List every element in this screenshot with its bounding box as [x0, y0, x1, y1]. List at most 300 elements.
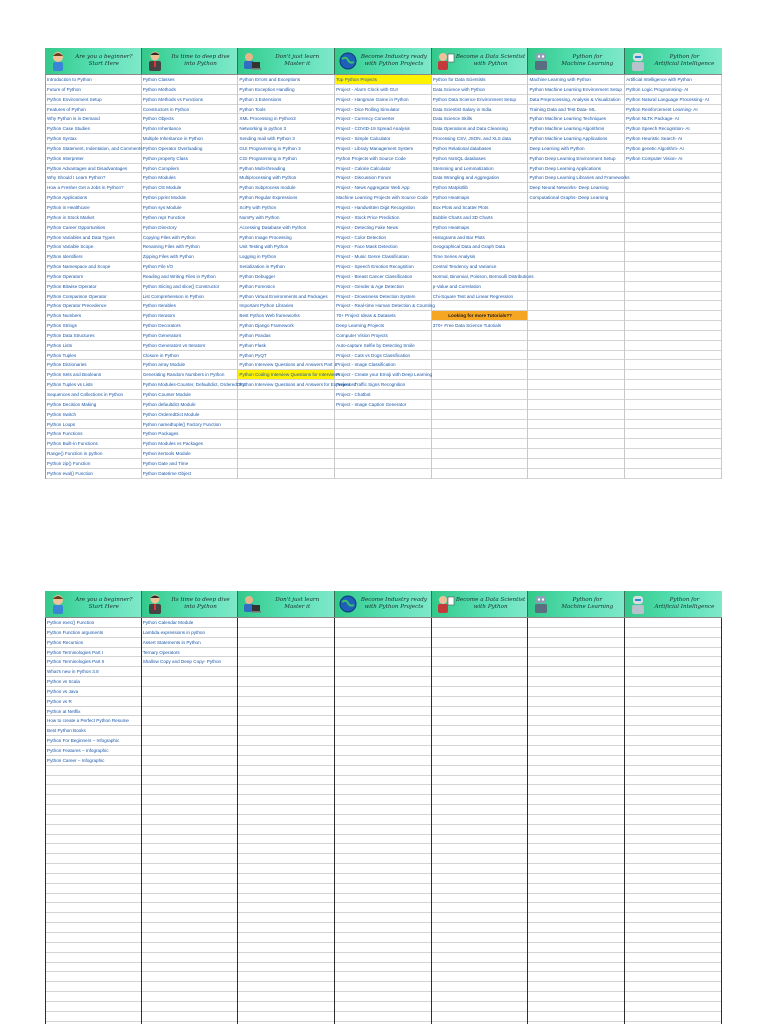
- table-cell-link[interactable]: Python Decision Making: [46, 400, 141, 410]
- table-cell-empty: [432, 628, 528, 638]
- table-cell-link[interactable]: Python Career Opportunities: [46, 223, 141, 233]
- table-cell-link[interactable]: What's new in Python 3.8: [46, 667, 141, 677]
- table-cell-empty: [625, 903, 721, 913]
- column-header-7: [625, 591, 722, 617]
- table-cell-link[interactable]: Project - Chatbot: [335, 390, 431, 400]
- table-cell-link[interactable]: Python Data Structures: [46, 331, 141, 341]
- table-cell-empty: [432, 351, 528, 361]
- table-cell-link[interactable]: Python Operator Precedence: [46, 301, 141, 311]
- table-cell-link[interactable]: Histograms and Bar Plots: [432, 233, 528, 243]
- table-cell-link[interactable]: Python Multi-threading: [238, 164, 334, 174]
- table-cell-link[interactable]: Project - Stock Price Prediction: [335, 213, 431, 223]
- table-cell-empty: [625, 677, 721, 687]
- table-cell-link[interactable]: How to create a Perfect Python Resume: [46, 716, 141, 726]
- table-cell-empty: [142, 746, 238, 756]
- table-cell-link[interactable]: Python For Beginners – Infographic: [46, 736, 141, 746]
- table-cell-link[interactable]: List Comprehension in Python: [142, 292, 238, 302]
- table-cell-link[interactable]: Project - Image Caption Generator: [335, 400, 431, 410]
- table-cell-link[interactable]: Networking in python 3: [238, 124, 334, 134]
- table-cell-link[interactable]: Sequences and Collections in Python: [46, 390, 141, 400]
- table-cell-link[interactable]: Python Tuples: [46, 351, 141, 361]
- table-cell-link[interactable]: Deep Learning Projects: [335, 321, 431, 331]
- table-cell-link[interactable]: Data Science with Python: [432, 85, 528, 95]
- table-cell-empty: [142, 726, 238, 736]
- table-cell-link[interactable]: Python Heuristic Search- AI: [625, 134, 721, 144]
- table-cell-link[interactable]: Python Applications: [46, 193, 141, 203]
- teacher-icon: [144, 592, 166, 616]
- table-cell-link[interactable]: Python File I/O: [142, 262, 238, 272]
- table-cell-empty: [142, 992, 238, 1002]
- table-cell-link[interactable]: Project - Traffic Signs Recognition: [335, 380, 431, 390]
- table-cell-link[interactable]: Python Namespace and Scope: [46, 262, 141, 272]
- table-cell-link[interactable]: Important Python Libraries: [238, 301, 334, 311]
- table-cell-link[interactable]: Python Numbers: [46, 311, 141, 321]
- table-cell-link[interactable]: Python Interpreter: [46, 154, 141, 164]
- table-cell-link[interactable]: Python namedtuple() Factory Function: [142, 420, 238, 430]
- table-cell-link[interactable]: Lambda expressions in python: [142, 628, 238, 638]
- table-cell-link[interactable]: 370+ Free Data Science Tutorials: [432, 321, 528, 331]
- table-cell-link[interactable]: Project - Cats vs Dogs Classification: [335, 351, 431, 361]
- table-cell-link[interactable]: Auto-capture Selfie by Detecting Smile: [335, 341, 431, 351]
- table-cell-link[interactable]: Python Modules: [142, 173, 238, 183]
- table-cell-link[interactable]: Python for Data Scientists: [432, 75, 528, 85]
- table-cell-link[interactable]: Python Exception Handling: [238, 85, 334, 95]
- column-header-1: [45, 48, 142, 74]
- table-cell-empty: [528, 785, 624, 795]
- table-cell-empty: [238, 825, 334, 835]
- table-cell-empty: [238, 933, 334, 943]
- table-cell-link[interactable]: Python vs R: [46, 697, 141, 707]
- table-cell-link[interactable]: Python Variables and Data Types: [46, 233, 141, 243]
- table-cell-link[interactable]: Python Objects: [142, 114, 238, 124]
- table-cell-link[interactable]: Python eval() Function: [46, 469, 141, 479]
- table-cell-link[interactable]: Python sys Module: [142, 203, 238, 213]
- table-cell-link[interactable]: Python NLTK Package- AI: [625, 114, 721, 124]
- table-cell-empty: [528, 825, 624, 835]
- table-cell-link[interactable]: Project - Calorie Calculator: [335, 164, 431, 174]
- table-cell-link[interactable]: Time Series Analysis: [432, 252, 528, 262]
- table-cell-link[interactable]: Python Datetime Object: [142, 469, 238, 479]
- table-cell-link[interactable]: Project - Library Management System: [335, 144, 431, 154]
- table-cell-link[interactable]: Python Syntax: [46, 134, 141, 144]
- table-cell-link[interactable]: Multiprocessing with Python: [238, 173, 334, 183]
- table-cell-link[interactable]: Python Iterators: [142, 311, 238, 321]
- table-cell-empty: [528, 459, 624, 469]
- table-cell-link[interactable]: Bubble Charts and 3D Charts: [432, 213, 528, 223]
- table-cell-empty: [625, 351, 721, 361]
- table-cell-empty: [625, 164, 721, 174]
- table-cell-link[interactable]: NumPy with Python: [238, 213, 334, 223]
- table-cell-link[interactable]: Top Python Projects: [335, 75, 431, 85]
- table-cell-link[interactable]: Python Pandas: [238, 331, 334, 341]
- table-cell-link[interactable]: Python Heatmaps: [432, 193, 528, 203]
- table-cell-link[interactable]: Sending mail with Python 3: [238, 134, 334, 144]
- table-cell-empty: [528, 874, 624, 884]
- table-cell-link[interactable]: Project - Handwritten Digit Recognition: [335, 203, 431, 213]
- table-cell-link[interactable]: Python vs Scala: [46, 677, 141, 687]
- table-cell-link[interactable]: Python Operators: [46, 272, 141, 282]
- table-cell-link[interactable]: Python Data Science Environment Setup: [432, 95, 528, 105]
- table-cell-link[interactable]: Python Image Processing: [238, 233, 334, 243]
- table-cell-empty: [625, 795, 721, 805]
- table-cell-link[interactable]: Python Switch: [46, 410, 141, 420]
- table-cell-empty: [432, 360, 528, 370]
- table-cell-link[interactable]: Python Flask: [238, 341, 334, 351]
- column-header-6: [528, 591, 625, 617]
- table-cell-link[interactable]: Serialization in Python: [238, 262, 334, 272]
- table-cell-empty: [335, 874, 431, 884]
- table-cell-link[interactable]: Python Packages: [142, 429, 238, 439]
- table-cell-link[interactable]: Python Inheritance: [142, 124, 238, 134]
- table-cell-link[interactable]: Computational Graphs- Deep Learning: [528, 193, 624, 203]
- table-cell-link[interactable]: Python genetic Algorithm- AI: [625, 144, 721, 154]
- table-cell-link[interactable]: Project - Create your Emoji with Deep Learning: [335, 370, 431, 380]
- table-cell-empty: [335, 736, 431, 746]
- table-cell-link[interactable]: Machine Learning Projects with Source Code: [335, 193, 431, 203]
- table-cell-link[interactable]: Python Statement, Indentation, and Comments: [46, 144, 141, 154]
- table-cell-link[interactable]: Python Reinforcement Learning- AI: [625, 105, 721, 115]
- table-cell-empty: [432, 301, 528, 311]
- table-cell-empty: [142, 697, 238, 707]
- table-cell-link[interactable]: Python Lists: [46, 341, 141, 351]
- table-cell-empty: [528, 351, 624, 361]
- table-cell-link[interactable]: Project - Real-time Human Detection & Counting: [335, 301, 431, 311]
- table-cell-link[interactable]: Processing CSV, JSON, and XLS data: [432, 134, 528, 144]
- table-cell-link[interactable]: Python Bitwise Operator: [46, 282, 141, 292]
- table-cell-link[interactable]: Python Modules-Counter, Defaultdict, OrderedDict: [142, 380, 238, 390]
- table-cell-empty: [335, 972, 431, 982]
- table-cell-link[interactable]: Python Debugger: [238, 272, 334, 282]
- table-cell-link[interactable]: Data Scientist Salary in India: [432, 105, 528, 115]
- table-cell-link[interactable]: Python Deep Learning Environment Setup: [528, 154, 624, 164]
- column-header-2: [142, 48, 239, 74]
- table-cell-empty: [142, 776, 238, 786]
- table-cell-link[interactable]: Python zip() Function: [46, 459, 141, 469]
- table-cell-link[interactable]: Python Relational databases: [432, 144, 528, 154]
- table-cell-link[interactable]: Python in Healthcare: [46, 203, 141, 213]
- table-column-7: [625, 75, 722, 479]
- table-cell-link[interactable]: Python Classes: [142, 75, 238, 85]
- table-cell-link[interactable]: Python Strings: [46, 321, 141, 331]
- table-cell-link[interactable]: Python Terminologies Part II: [46, 657, 141, 667]
- table-cell-link[interactable]: Python Case Studies: [46, 124, 141, 134]
- table-cell-link[interactable]: SciPy with Python: [238, 203, 334, 213]
- table-cell-link[interactable]: Python in Stock Market: [46, 213, 141, 223]
- table-cell-empty: [528, 667, 624, 677]
- table-cell-link[interactable]: Python Date and Time: [142, 459, 238, 469]
- table-cell-link[interactable]: Project - Face Mask Detection: [335, 242, 431, 252]
- table-cell-link[interactable]: Python Compilers: [142, 164, 238, 174]
- table-cell-empty: [625, 864, 721, 874]
- table-cell-link[interactable]: Python repr Function: [142, 213, 238, 223]
- table-cell-link[interactable]: Python Deep Learning Libraries and Frameworks: [528, 173, 624, 183]
- table-cell-link[interactable]: Reading and Writing Files in Python: [142, 272, 238, 282]
- table-cell-link[interactable]: Best Python Web frameworks: [238, 311, 334, 321]
- table-cell-link[interactable]: Python Generators: [142, 331, 238, 341]
- table-cell-link[interactable]: Python Function arguments: [46, 628, 141, 638]
- table-cell-link[interactable]: p-Value and Correlation: [432, 282, 528, 292]
- table-cell-link[interactable]: Renaming Files with Python: [142, 242, 238, 252]
- table-cell-empty: [625, 410, 721, 420]
- table-cell-link[interactable]: Python Operator Overloading: [142, 144, 238, 154]
- table-cell-empty: [432, 963, 528, 973]
- table-cell-link[interactable]: Python Sets and Booleans: [46, 370, 141, 380]
- more-tutorials-banner[interactable]: Looking for more Tutorials??: [432, 311, 528, 321]
- table-cell-link[interactable]: Python Heatmaps: [432, 223, 528, 233]
- table-cell-link[interactable]: Python Deep Learning Applications: [528, 164, 624, 174]
- table-cell-empty: [335, 667, 431, 677]
- table-cell-empty: [528, 628, 624, 638]
- table-cell-link[interactable]: Python Machine Learning Applications: [528, 134, 624, 144]
- table-cell-link[interactable]: Why Python is in Demand: [46, 114, 141, 124]
- table-cell-empty: [432, 697, 528, 707]
- table-cell-link[interactable]: Project - Drowsiness Detection System: [335, 292, 431, 302]
- table-cell-link[interactable]: Python property Class: [142, 154, 238, 164]
- table-cell-link[interactable]: Project - Gender & Age Detection: [335, 282, 431, 292]
- table-cell-link[interactable]: Python Methods vs Functions: [142, 95, 238, 105]
- table-cell-empty: [625, 736, 721, 746]
- table-cell-link[interactable]: Python Interview Questions and Answers for Experienced: [238, 380, 334, 390]
- table-cell-link[interactable]: Data Wrangling and Aggregation: [432, 173, 528, 183]
- table-cell-link[interactable]: Python Virtual Environments and Packages: [238, 292, 334, 302]
- table-cell-link[interactable]: Python Django Framework: [238, 321, 334, 331]
- table-cell-link[interactable]: Python Natural Language Processing- AI: [625, 95, 721, 105]
- table-cell-link[interactable]: Python Generators vs Iterators: [142, 341, 238, 351]
- table-cell-link[interactable]: Python Loops: [46, 420, 141, 430]
- table-cell-link[interactable]: Python exec() Function: [46, 618, 141, 628]
- table-cell-link[interactable]: Shallow Copy and Deep Copy- Python: [142, 657, 238, 667]
- table-cell-link[interactable]: Project - News Aggregator Web App: [335, 183, 431, 193]
- table-cell-link[interactable]: Box Plots and Scatter Plots: [432, 203, 528, 213]
- table-cell-empty: [432, 1012, 528, 1022]
- table-cell-link[interactable]: Python Features – Infographic: [46, 746, 141, 756]
- globe-icon: [337, 49, 359, 73]
- table-cell-empty: [238, 766, 334, 776]
- table-cell-link[interactable]: Python Terminologies Part I: [46, 648, 141, 658]
- table-cell-link[interactable]: Python Computer Vision- AI: [625, 154, 721, 164]
- table-cell-link[interactable]: Deep Neural Networks- Deep Learning: [528, 183, 624, 193]
- table-cell-link[interactable]: Python Directory: [142, 223, 238, 233]
- table-cell-link[interactable]: Features of Python: [46, 105, 141, 115]
- table-cell-link[interactable]: Python Iterables: [142, 301, 238, 311]
- table-cell-link[interactable]: Python Forensics: [238, 282, 334, 292]
- table-cell-link[interactable]: Python Counter Module: [142, 390, 238, 400]
- table-cell-link[interactable]: Python Methods: [142, 85, 238, 95]
- table-cell-link[interactable]: Python Functions: [46, 429, 141, 439]
- table-cell-link[interactable]: Central Tendency and Variance: [432, 262, 528, 272]
- table-cell-link[interactable]: Artificial Intelligence with Python: [625, 75, 721, 85]
- sheet-page-1: [45, 48, 722, 479]
- table-cell-link[interactable]: Constructors in Python: [142, 105, 238, 115]
- table-cell-empty: [432, 677, 528, 687]
- table-cell-link[interactable]: Python defaultdict Module: [142, 400, 238, 410]
- table-cell-link[interactable]: Python Slicing and slice() Constructor: [142, 282, 238, 292]
- table-cell-link[interactable]: Python Machine Learning Techniques: [528, 114, 624, 124]
- table-cell-empty: [142, 864, 238, 874]
- table-cell-link[interactable]: Python Comparison Operator: [46, 292, 141, 302]
- table-cell-link[interactable]: Multiple Inheritance in Python: [142, 134, 238, 144]
- table-cell-link[interactable]: Python Built-in Functions: [46, 439, 141, 449]
- table-cell-empty: [432, 716, 528, 726]
- table-cell-empty: [238, 648, 334, 658]
- table-cell-link[interactable]: Python Variable Scope: [46, 242, 141, 252]
- table-cell-link[interactable]: Python Machine Learning Environment Setup: [528, 85, 624, 95]
- column-header-title: Are you a beginner? Start Here: [75, 54, 133, 67]
- table-cell-link[interactable]: Project - Breast Cancer Classification: [335, 272, 431, 282]
- table-cell-link[interactable]: Python Decorators: [142, 321, 238, 331]
- table-cell-link[interactable]: Python Projects with Source Code: [335, 154, 431, 164]
- table-cell-link[interactable]: Training Data and Test Data- ML: [528, 105, 624, 115]
- table-cell-link[interactable]: Python Modules vs Packages: [142, 439, 238, 449]
- table-cell-empty: [238, 913, 334, 923]
- table-cell-link[interactable]: Deep Learning with Python: [528, 144, 624, 154]
- table-cell-link[interactable]: Python Speech Recognition- AI: [625, 124, 721, 134]
- table-cell-link[interactable]: Unit Testing with Python: [238, 242, 334, 252]
- table-cell-empty: [625, 687, 721, 697]
- table-cell-empty: [528, 1002, 624, 1012]
- table-cell-link[interactable]: 70+ Project Ideas & Datasets: [335, 311, 431, 321]
- table-cell-link[interactable]: Python vs Java: [46, 687, 141, 697]
- table-cell-link[interactable]: Python Dictionaries: [46, 360, 141, 370]
- table-cell-link[interactable]: Project - Discussion Forum: [335, 173, 431, 183]
- table-cell-link[interactable]: Python 3 Extensions: [238, 95, 334, 105]
- table-cell-empty: [335, 1002, 431, 1012]
- table-cell-link[interactable]: Project - Simple Calculator: [335, 134, 431, 144]
- table-cell-empty: [528, 884, 624, 894]
- table-cell-link[interactable]: Python Subprocess module: [238, 183, 334, 193]
- table-cell-empty: [625, 311, 721, 321]
- table-cell-empty: [46, 776, 141, 786]
- table-cell-link[interactable]: Best Python Books: [46, 726, 141, 736]
- table-cell-empty: [238, 618, 334, 628]
- table-cell-link[interactable]: Geographical Data and Graph Data: [432, 242, 528, 252]
- table-cell-link[interactable]: Python Interview Questions and Answers Part 1: [238, 360, 334, 370]
- table-cell-link[interactable]: Python array Module: [142, 360, 238, 370]
- table-cell-link[interactable]: Normal, Binomial, Poisson, Bernoulli Distributions: [432, 272, 528, 282]
- table-cell-empty: [625, 1002, 721, 1012]
- table-cell-link[interactable]: Project - Speech Emotion Recognition: [335, 262, 431, 272]
- table-cell-link[interactable]: Copying Files with Python: [142, 233, 238, 243]
- table-cell-empty: [432, 420, 528, 430]
- table-cell-link[interactable]: Future of Python: [46, 85, 141, 95]
- table-cell-link[interactable]: How a Fresher Get a Jobs in Python?: [46, 183, 141, 193]
- table-cell-empty: [625, 923, 721, 933]
- table-cell-empty: [528, 756, 624, 766]
- table-cell-link[interactable]: Python Matplotlib: [432, 183, 528, 193]
- table-cell-link[interactable]: Python Tuples vs Lists: [46, 380, 141, 390]
- table-cell-link[interactable]: Project - Color Detection: [335, 233, 431, 243]
- table-cell-empty: [625, 370, 721, 380]
- table-cell-link[interactable]: Generating Random Numbers in Python: [142, 370, 238, 380]
- table-cell-link[interactable]: Python NoSQL databases: [432, 154, 528, 164]
- table-cell-link[interactable]: Stemming and Lemmatization: [432, 164, 528, 174]
- ai-robot-icon: [627, 49, 649, 73]
- table-cell-link[interactable]: Accessing Database with Python: [238, 223, 334, 233]
- table-cell-empty: [238, 439, 334, 449]
- table-cell-empty: [625, 292, 721, 302]
- boy-icon: [47, 592, 69, 616]
- table-cell-link[interactable]: Computer Vision Projects: [335, 331, 431, 341]
- table-column-5: [432, 75, 534, 479]
- table-cell-link[interactable]: Python pprint Module: [142, 193, 238, 203]
- table-cell-link[interactable]: Python Recursion: [46, 638, 141, 648]
- table-cell-link[interactable]: Python Logic Programming- AI: [625, 85, 721, 95]
- table-cell-link[interactable]: Closure in Python: [142, 351, 238, 361]
- table-cell-empty: [432, 903, 528, 913]
- table-cell-link[interactable]: Range() Function in python: [46, 449, 141, 459]
- table-cell-link[interactable]: Project - Currency Converter: [335, 114, 431, 124]
- table-cell-empty: [432, 943, 528, 953]
- table-cell-empty: [528, 687, 624, 697]
- table-cell-empty: [238, 638, 334, 648]
- table-cell-link[interactable]: Python OS Module: [142, 183, 238, 193]
- table-cell-link[interactable]: XML Processing in Python3: [238, 114, 334, 124]
- table-cell-link[interactable]: GUI Programming in Python 3: [238, 144, 334, 154]
- table-cell-empty: [625, 982, 721, 992]
- table-cell-link[interactable]: Zipping Files with Python: [142, 252, 238, 262]
- table-cell-empty: [46, 815, 141, 825]
- table-cell-link[interactable]: Project - COVID-19 Spread Analysis: [335, 124, 431, 134]
- table-cell-link[interactable]: Python itertools Module: [142, 449, 238, 459]
- table-cell-link[interactable]: Python Machine Learning Algorithms: [528, 124, 624, 134]
- table-cell-link[interactable]: Python Regular Expressions: [238, 193, 334, 203]
- table-cell-link[interactable]: Python OrderedDict Module: [142, 410, 238, 420]
- table-cell-empty: [142, 874, 238, 884]
- table-cell-link[interactable]: Python Errors and Exceptions: [238, 75, 334, 85]
- table-cell-link[interactable]: Why Should I Learn Python?: [46, 173, 141, 183]
- table-cell-empty: [335, 657, 431, 667]
- table-cell-empty: [142, 953, 238, 963]
- table-cell-empty: [335, 805, 431, 815]
- table-cell-link[interactable]: Project - Dice Rolling Simulator: [335, 105, 431, 115]
- table-cell-link[interactable]: Machine Learning with Python: [528, 75, 624, 85]
- table-cell-link[interactable]: Python Environment Setup: [46, 95, 141, 105]
- table-cell-empty: [432, 894, 528, 904]
- table-cell-empty: [625, 252, 721, 262]
- table-cell-link[interactable]: Project - Detecting Fake News: [335, 223, 431, 233]
- table-cell-link[interactable]: Ternary Operators: [142, 648, 238, 658]
- table-cell-empty: [335, 459, 431, 469]
- table-cell-link[interactable]: Python Identifiers: [46, 252, 141, 262]
- table-cell-empty: [528, 242, 624, 252]
- table-cell-link[interactable]: Project - Image Classification: [335, 360, 431, 370]
- table-cell-link[interactable]: Project - Hangman Game in Python: [335, 95, 431, 105]
- table-cell-link[interactable]: Project - Alarm Clock with GUI: [335, 85, 431, 95]
- table-cell-link[interactable]: Chi-Square Test and Linear Regression: [432, 292, 528, 302]
- table-cell-link[interactable]: Logging in Python: [238, 252, 334, 262]
- table-cell-link[interactable]: Project - Music Genre Classification: [335, 252, 431, 262]
- table-cell-empty: [528, 913, 624, 923]
- table-cell-link[interactable]: Python Coding Interview Questions for Interviews: [238, 370, 334, 380]
- table-cell-link[interactable]: Introduction to Python: [46, 75, 141, 85]
- table-cell-empty: [528, 835, 624, 845]
- table-cell-link[interactable]: Data Operations and Data Cleansing: [432, 124, 528, 134]
- table-cell-link[interactable]: Data Science Skills: [432, 114, 528, 124]
- table-cell-link[interactable]: Python PyQT: [238, 351, 334, 361]
- table-cell-link[interactable]: Assert Statements in Python: [142, 638, 238, 648]
- table-cell-link[interactable]: Python Calendar Module: [142, 618, 238, 628]
- table-cell-link[interactable]: CGI Programming in Python: [238, 154, 334, 164]
- table-cell-link[interactable]: Python Career – Infographic: [46, 756, 141, 766]
- table-cell-empty: [335, 429, 431, 439]
- table-cell-link[interactable]: Python Advantages and Disadvantages: [46, 164, 141, 174]
- table-cell-link[interactable]: Data Preprocessing, Analysis & Visualization: [528, 95, 624, 105]
- table-cell-empty: [625, 884, 721, 894]
- table-cell-empty: [625, 262, 721, 272]
- table-cell-link[interactable]: Python Tools: [238, 105, 334, 115]
- table-cell-empty: [335, 449, 431, 459]
- table-cell-link[interactable]: Python at Netflix: [46, 707, 141, 717]
